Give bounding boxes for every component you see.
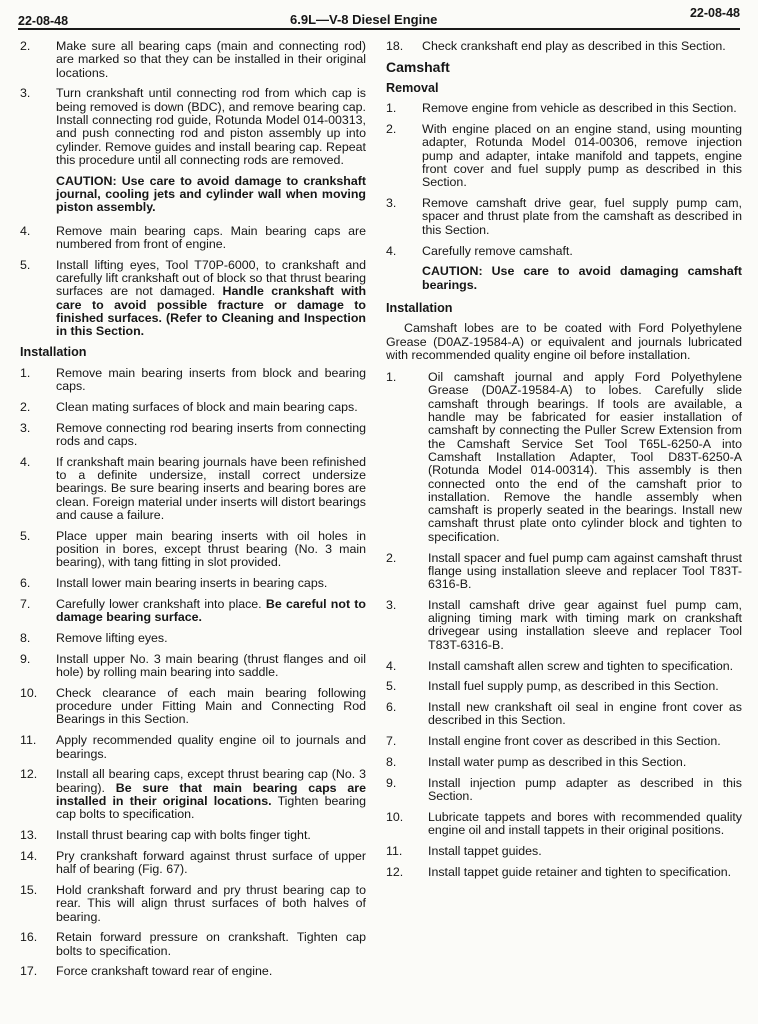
installation-heading: Installation xyxy=(20,345,87,360)
page-number-left: 22-08-48 xyxy=(18,14,69,28)
list-item: 7. Install engine front cover as described in this Section. xyxy=(386,734,721,749)
list-item: 11. Apply recommended quality engine oil to journals and bearings. xyxy=(20,733,366,761)
list-item: 9. Install upper No. 3 main bearing (thrust flanges and oil hole) by rolling main bearing into saddle. xyxy=(20,651,366,680)
list-item: 12. Install tappet guide retainer and tighten to specification. xyxy=(386,864,732,879)
list-item: 13. Install thrust bearing cap with bolts finger tight. xyxy=(20,828,311,843)
list-item: 3. Turn crankshaft until connecting rod from which cap is being removed is down (BDC), and remove bearing cap. Install connecting rod guide, Rotunda Model 014-00313, and push connecting rod and piston assembly up into cylinder. Remove guides and install bearing cap. Repeat this procedure until all connecting rods are removed. xyxy=(20,86,366,167)
installation-heading: Installation xyxy=(386,300,453,315)
list-item: 1. Remove engine from vehicle as described in this Section. xyxy=(386,101,737,116)
list-item: 5. Install lifting eyes, Tool T70P-6000, to crankshaft and carefully lift crankshaft out of block so that thrust bearing surfaces are not damaged. Handle crankshaft with care to avoid possible fracture or damage to finished surfaces. (Refer to Cleaning and Inspection in this Section. xyxy=(20,257,367,339)
list-item: 2. Make sure all bearing caps (main and connecting rod) are marked so that they can be installed in their original locations. xyxy=(20,39,366,80)
list-item: 12. Install all bearing caps, except thrust bearing cap (No. 3 bearing). Be sure that main bearing caps are installed in their original locations. Tighten bearing cap bolts to specification. xyxy=(20,767,366,822)
section-title: Camshaft xyxy=(386,58,450,75)
list-item: 6. Install lower main bearing inserts in bearing caps. xyxy=(20,576,328,591)
list-item: 6. Install new crankshaft oil seal in engine front cover as described in this Section. xyxy=(386,700,742,728)
list-item: 4. Install camshaft allen screw and tighten to specification. xyxy=(386,658,734,673)
list-item: 3. Remove connecting rod bearing inserts from connecting rods and caps. xyxy=(20,420,366,448)
list-item: 2. With engine placed on an engine stand, using mounting adapter, Rotunda Model 014-00306, remove injection pump and adapter, intake manifold and tappets, engine front cover and fuel supply pump as described in this Section. xyxy=(386,122,742,190)
list-item: 8. Remove lifting eyes. xyxy=(20,630,168,645)
caution-note: CAUTION: Use care to avoid damaging camshaft bearings. xyxy=(422,264,742,292)
list-item: 3. Install camshaft drive gear against fuel pump cam, aligning timing mark with timing mark on crankshaft drivegear using installation sleeve and replacer Tool T83T-6316-B. xyxy=(386,597,742,652)
list-item: 2. Clean mating surfaces of block and main bearing caps. xyxy=(20,399,358,414)
intro-paragraph: Camshaft lobes are to be coated with Ford Polyethylene Grease (D0AZ-19584-A) or equivalent and journals lubricated with recommended quality engine oil before installation. xyxy=(386,321,742,362)
removal-heading: Removal xyxy=(386,81,439,96)
list-item: 17. Force crankshaft toward rear of engine. xyxy=(20,964,273,979)
list-item: 16. Retain forward pressure on crankshaft. Tighten cap bolts to specification. xyxy=(20,930,366,958)
list-item: 14. Pry crankshaft forward against thrust surface of upper half of bearing (Fig. 67). xyxy=(20,848,366,877)
list-item: 18. Check crankshaft end play as described in this Section. xyxy=(386,39,726,53)
list-item: 11. Install tappet guides. xyxy=(386,844,542,859)
list-item: 4. Remove main bearing caps. Main bearing caps are numbered from front of engine. xyxy=(20,223,366,251)
list-item: 10. Check clearance of each main bearing following procedure under Fitting Main and Connecting Rod Bearings in this Section. xyxy=(20,685,366,727)
caution-note: CAUTION: Use care to avoid damage to crankshaft journal, cooling jets and cylinder wall when moving piston assembly. xyxy=(56,173,366,215)
list-item: 8. Install water pump as described in this Section. xyxy=(386,755,687,770)
right-column xyxy=(386,40,742,887)
page-header xyxy=(18,6,740,30)
page-title: 6.9L—V-8 Diesel Engine xyxy=(290,12,438,27)
list-item: 5. Place upper main bearing inserts with oil holes in position in bores, except thrust bearing (No. 3 main bearing), with tang fitting in slot provided. xyxy=(20,528,366,570)
list-item: 5. Install fuel supply pump, as described in this Section. xyxy=(386,679,719,694)
list-item: 9. Install injection pump adapter as described in this Section. xyxy=(386,775,742,804)
left-column xyxy=(20,40,366,986)
list-item: 4. If crankshaft main bearing journals have been refinished to a definite undersize, install correct undersize bearings. Be sure bearing inserts and bearing bores are clean. Foreign material under inserts will distort bearings and cause a failure. xyxy=(20,454,366,522)
list-item: 4. Carefully remove camshaft. xyxy=(386,243,573,258)
list-item: 1. Remove main bearing inserts from block and bearing caps. xyxy=(20,365,366,394)
page-number-right: 22-08-48 xyxy=(689,6,740,20)
list-item: 15. Hold crankshaft forward and pry thrust bearing cap to rear. This will align thrust surfaces of both halves of bearing. xyxy=(20,882,366,924)
list-item: 2. Install spacer and fuel pump cam against camshaft thrust flange using installation sleeve and replacer Tool T83T-6316-B. xyxy=(386,550,742,592)
list-item: 1. Oil camshaft journal and apply Ford Polyethylene Grease (D0AZ-19584-A) to lobes. Carefully slide camshaft through bearings. If tools are available, a handle may be fabricated for easier installation of camshaft by connecting the Puller Screw Extension from the Camshaft Service Set Tool T65L-6250-A into Camshaft Installation Adapter, Tool D83T-6250-A (Rotunda Model 014-00314). This assembly is then connected onto the end of the camshaft prior to installation. Remove the handle assembly when camshaft is properly seated in the bearings. Install new camshaft thrust plate onto cylinder block and tighten to specification. xyxy=(386,370,742,544)
list-item: 10. Lubricate tappets and bores with recommended quality engine oil and install tappets in their original positions. xyxy=(386,809,742,838)
list-item: 7. Carefully lower crankshaft into place. Be careful not to damage bearing surface. xyxy=(20,596,366,625)
list-item: 3. Remove camshaft drive gear, fuel supply pump cam, spacer and thrust plate from the camshaft as described in this Section. xyxy=(386,196,742,237)
